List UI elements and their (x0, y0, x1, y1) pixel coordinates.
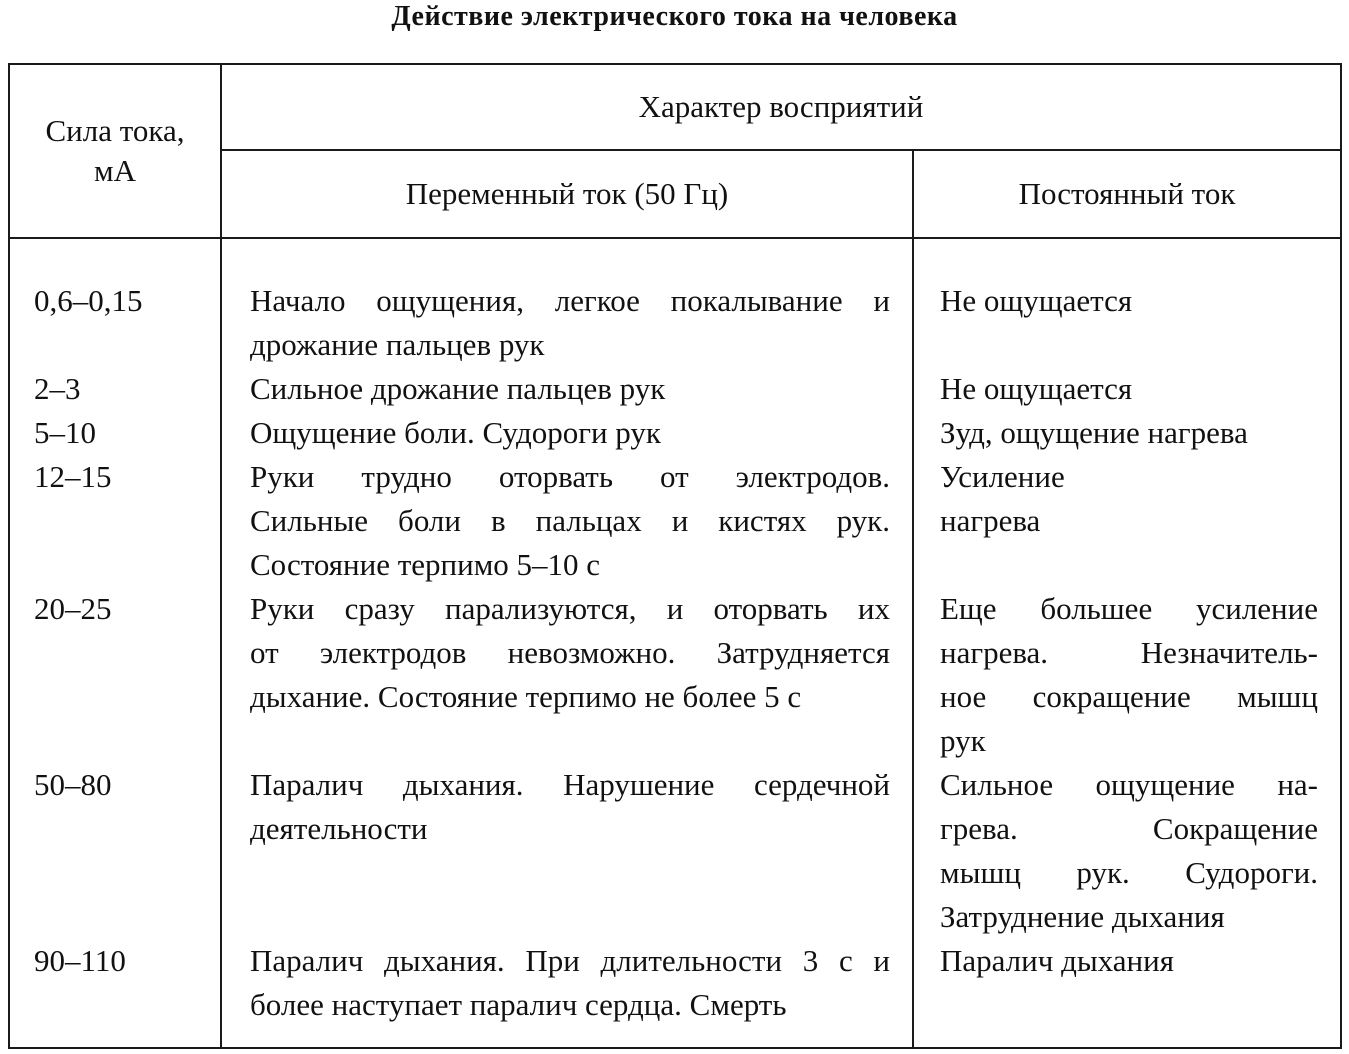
header-current (9, 64, 221, 238)
ac-line: Сильные боли в пальцах и кистях рук. (250, 503, 890, 538)
dc-line: Не ощущается (940, 283, 1133, 318)
ac-line: деятельности (250, 811, 428, 846)
dc-line: нагрева. Незначитель- (940, 635, 1318, 670)
current-spacer (34, 719, 220, 763)
ac-line (250, 851, 890, 895)
current-value: 5–10 (34, 415, 96, 450)
dc-line: Паралич дыхания (940, 943, 1174, 978)
current-spacer (34, 631, 220, 675)
dc-line: Зуд, ощущение нагрева (940, 415, 1248, 450)
dc-line: нагрева (940, 503, 1041, 538)
header-ac: Переменный ток (50 Гц) (221, 150, 913, 238)
dc-line: Не ощущается (940, 371, 1133, 406)
ac-line: Начало ощущения, легкое покалывание и (250, 283, 890, 318)
ac-line: Руки сразу парализуются, и оторвать их (250, 591, 890, 626)
dc-line: рук (940, 723, 986, 758)
ac-line: Состояние терпимо 5–10 с (250, 547, 601, 582)
current-column (9, 238, 221, 1048)
current-value: 50–80 (34, 767, 112, 802)
ac-line: более наступает паралич сердца. Смерть (250, 987, 787, 1022)
ac-line: Паралич дыхания. Нарушение сердечной (250, 767, 890, 802)
header-nature: Характер восприятий (221, 64, 1341, 150)
ac-column (221, 238, 913, 1048)
header-current-line1: Сила тока, (45, 113, 185, 148)
dc-line (940, 543, 1318, 587)
current-spacer (34, 675, 220, 719)
dc-line: Еще большее усиление (940, 591, 1318, 626)
current-value: 2–3 (34, 371, 81, 406)
ac-line: Руки трудно оторвать от электродов. (250, 459, 890, 494)
ac-line: Ощущение боли. Судороги рук (250, 415, 661, 450)
current-spacer (34, 895, 220, 939)
ac-line: от электродов невозможно. Затрудняется (250, 635, 890, 670)
dc-line (940, 323, 1318, 367)
dc-line: ное сокращение мышц (940, 679, 1318, 714)
ac-line (250, 719, 890, 763)
dc-line (940, 983, 1318, 1027)
header-current-line2: мА (93, 153, 136, 188)
current-spacer (34, 851, 220, 895)
dc-line: грева. Сокращение (940, 811, 1318, 846)
page-title: Действие электрического тока на человека (391, 1, 958, 32)
ac-line: дрожание пальцев рук (250, 327, 545, 362)
current-effects-table (8, 63, 1342, 1049)
dc-line: Сильное ощущение на- (940, 767, 1318, 802)
ac-line: Сильное дрожание пальцев рук (250, 371, 666, 406)
current-value: 20–25 (34, 591, 112, 626)
current-spacer (34, 499, 220, 543)
header-dc: Постоянный ток (913, 150, 1341, 238)
dc-line: мышц рук. Судороги. (940, 855, 1318, 890)
ac-line: дыхание. Состояние терпимо не более 5 с (250, 679, 802, 714)
dc-line: Усиление (940, 459, 1065, 494)
current-value: 0,6–0,15 (34, 283, 143, 318)
current-value: 12–15 (34, 459, 112, 494)
dc-column (913, 238, 1341, 1048)
current-spacer (34, 983, 220, 1027)
current-spacer (34, 807, 220, 851)
ac-line (250, 895, 890, 939)
current-spacer (34, 543, 220, 587)
current-value: 90–110 (34, 943, 126, 978)
current-spacer (34, 323, 220, 367)
dc-line: Затруднение дыхания (940, 899, 1225, 934)
ac-line: Паралич дыхания. При длительности 3 с и (250, 943, 890, 978)
